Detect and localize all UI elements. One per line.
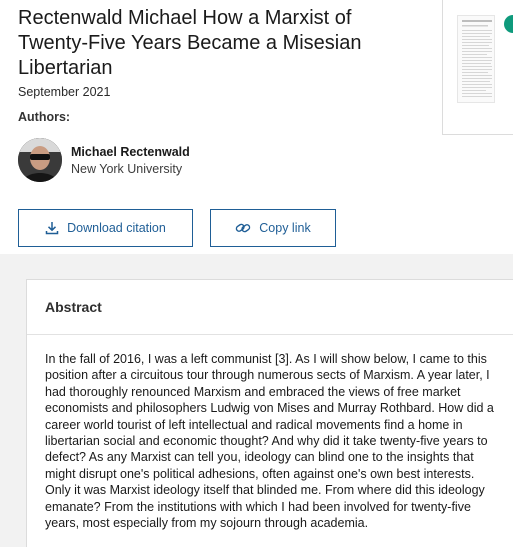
abstract-heading: Abstract [45, 299, 102, 315]
download-citation-label: Download citation [67, 221, 166, 235]
author-affiliation: New York University [71, 162, 183, 176]
author-name[interactable]: Michael Rectenwald [71, 145, 190, 159]
download-citation-button[interactable] [18, 209, 193, 247]
download-icon [45, 221, 59, 235]
preview-page [457, 15, 495, 103]
author-photo-icon [18, 138, 62, 182]
publication-date: September 2021 [18, 85, 111, 99]
author-item[interactable] [18, 138, 278, 184]
abstract-text: In the fall of 2016, I was a left communist [3]. As I will show below, I came to this position after a circuitous tour through numerous sects of Marxism. A year later, I had thoroughly renounced Marxism and embraced the views of free market economists and philosophers Ludwig von Mises and Murray Rothbard. How did a career world tourist of left intellectual and radical movements find a home in libertarian social and economic thought? And why did it take twenty-five years to defect? As any Marxist can tell you, ideology can blind one to the insights that might disrupt one's political adhesions, often against one's own best interests. Only it was Marxist ideology itself that blinded me. From where did this ideology emanate? From the institutions with which I had been involved for twenty-five years, most especially from my sojourn through academia. [45, 352, 494, 531]
author-avatar[interactable] [18, 138, 62, 182]
copy-link-label: Copy link [259, 221, 311, 235]
abstract-card [26, 279, 513, 547]
abstract-divider [27, 334, 513, 335]
authors-label: Authors: [18, 110, 71, 124]
open-access-badge-icon [504, 15, 513, 33]
pdf-preview-thumbnail[interactable] [442, 0, 513, 135]
link-icon [235, 221, 251, 235]
article-title: Rectenwald Michael How a Marxist of Twenty-Five Years Became a Misesian Libertarian [18, 7, 362, 79]
copy-link-button[interactable] [210, 209, 336, 247]
preview-text-lines-icon [458, 16, 495, 103]
article-header [0, 0, 513, 254]
